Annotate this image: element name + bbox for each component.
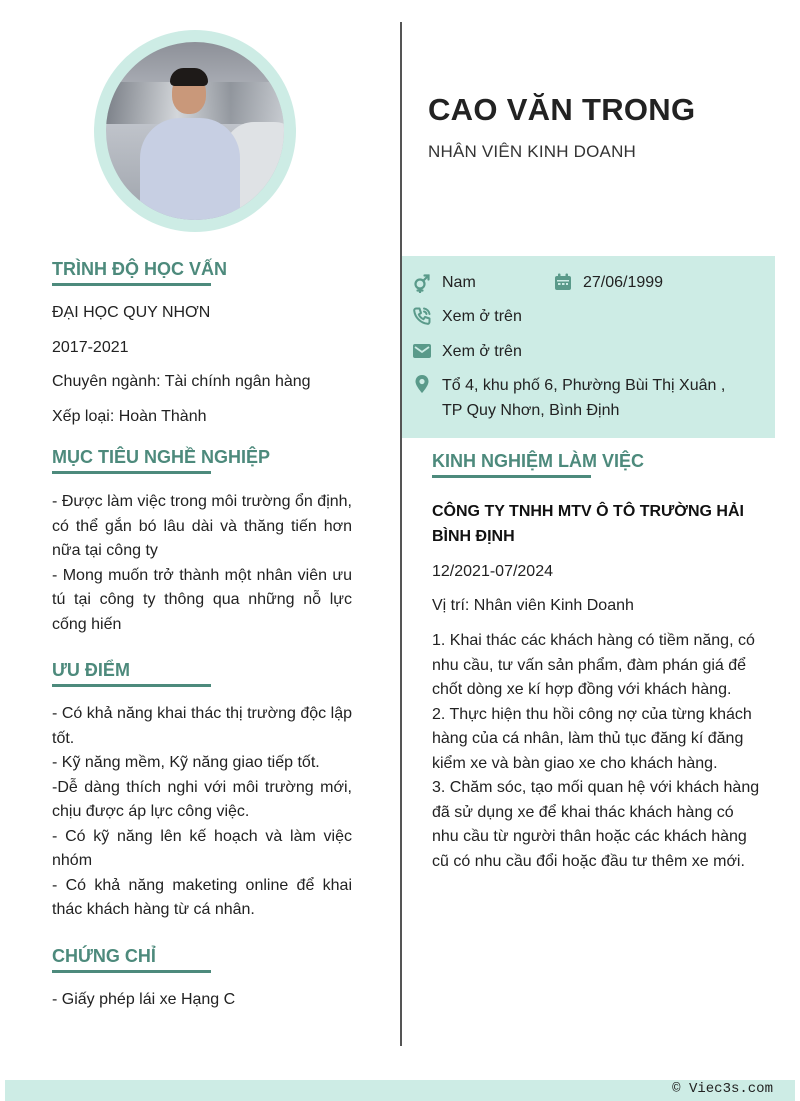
- address-line-1: Tổ 4, khu phố 6, Phường Bùi Thị Xuân ,: [442, 377, 726, 394]
- certificates-underline: [52, 970, 211, 973]
- avatar-frame: [94, 30, 296, 232]
- calendar-icon: [553, 272, 573, 292]
- avatar: [106, 42, 284, 220]
- education-major: Chuyên ngành: Tài chính ngân hàng: [52, 373, 311, 390]
- certificate-item: - Giấy phép lái xe Hạng C: [52, 991, 236, 1008]
- candidate-name: CAO VĂN TRONG: [428, 92, 696, 127]
- strengths-text: - Có khả năng khai thác thị trường độc lập tốt. - Kỹ năng mềm, Kỹ năng giao tiếp tốt. -Dễ dàng thích nghi với môi trường mới, chịu được áp lực công việc. - Có kỹ năng lên kế hoạch và làm việc nhóm - Có khả năng maketing online để khai thác khách hàng từ cá nhân.: [52, 705, 352, 918]
- email-value: Xem ở trên: [442, 343, 522, 360]
- email-icon: [412, 341, 432, 361]
- phone-value: Xem ở trên: [442, 308, 522, 325]
- experience-underline: [432, 475, 591, 478]
- column-divider: [400, 22, 402, 1046]
- objective-text: - Được làm việc trong môi trường ổn định, có thể gắn bó lâu dài và thăng tiến hơn nữa tại công ty - Mong muốn trở thành một nhân viên ưu tú tại công ty thông qua những nỗ lực cống hiến: [52, 493, 352, 633]
- gender-icon: [412, 273, 432, 293]
- strengths-title: ƯU ĐIỂM: [52, 660, 130, 680]
- location-icon: [412, 374, 432, 394]
- dob-value: 27/06/1999: [583, 274, 664, 291]
- experience-position: Vị trí: Nhân viên Kinh Doanh: [432, 597, 634, 614]
- phone-icon: [412, 306, 432, 326]
- objective-title: MỤC TIÊU NGHỀ NGHIỆP: [52, 447, 271, 467]
- education-school: ĐẠI HỌC QUY NHƠN: [52, 304, 211, 321]
- footer-bar: [5, 1080, 795, 1101]
- experience-period: 12/2021-07/2024: [432, 563, 553, 580]
- candidate-position: NHÂN VIÊN KINH DOANH: [428, 142, 637, 161]
- strengths-underline: [52, 684, 211, 687]
- experience-duties: 1. Khai thác các khách hàng có tiềm năng, có nhu cầu, tư vấn sản phẩm, đàm phán giá để chốt dòng xe kí hợp đồng với khách hàng. 2. Thực hiện thu hồi công nợ của từng khách hàng của cá nhân, làm thủ tục đăng kí đăng kiểm xe và bàn giao xe cho khách hàng. 3. Chăm sóc, tạo mối quan hệ với khách hàng đã sử dụng xe để khai thác khách hàng có nhu cầu từ người thân hoặc các khách hàng cũ có nhu cầu đổi hoặc đầu tư thêm xe mới.: [432, 632, 760, 870]
- certificates-title: CHỨNG CHỈ: [52, 946, 156, 966]
- experience-company: CÔNG TY TNHH MTV Ô TÔ TRƯỜNG HẢI BÌNH ĐỊNH: [432, 503, 744, 545]
- objective-underline: [52, 471, 211, 474]
- address-line-2: TP Quy Nhơn, Bình Định: [442, 402, 620, 419]
- education-years: 2017-2021: [52, 339, 129, 356]
- education-grade: Xếp loại: Hoàn Thành: [52, 408, 207, 425]
- gender-value: Nam: [442, 274, 476, 291]
- education-underline: [52, 283, 211, 286]
- experience-title: KINH NGHIỆM LÀM VIỆC: [432, 451, 645, 471]
- footer-credit: © Viec3s.com: [672, 1081, 773, 1097]
- education-title: TRÌNH ĐỘ HỌC VẤN: [52, 259, 227, 279]
